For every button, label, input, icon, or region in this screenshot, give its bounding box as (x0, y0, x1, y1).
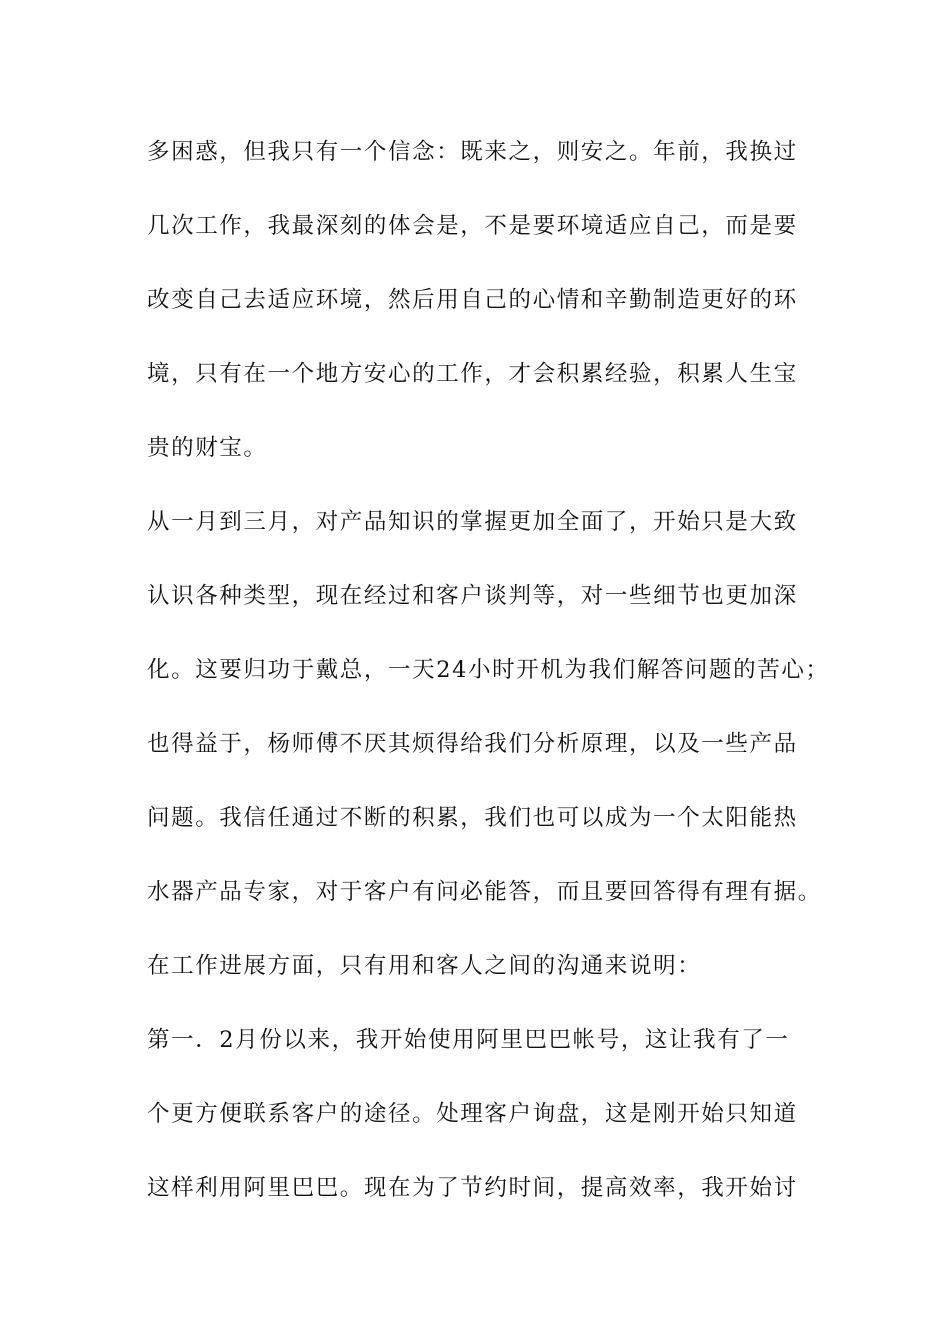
text-line: 问题。我信任通过不断的积累，我们也可以成为一个太阳能热 (147, 805, 798, 831)
body-text (147, 128, 830, 1238)
text-line: 也得益于，杨师傅不厌其烦得给我们分析原理，以及一些产品 (147, 731, 798, 757)
text-line: 个更方便联系客户的途径。处理客户询盘，这是刚开始只知道 (147, 1101, 798, 1127)
text-line: 水器产品专家，对于客户有问必能答，而且要回答得有理有据。 (147, 879, 822, 905)
text-line: 多困惑，但我只有一个信念：既来之，则安之。年前，我换过 (147, 139, 798, 165)
text-line: 在工作进展方面，只有用和客人之间的沟通来说明： (147, 953, 702, 979)
text-line: 从一月到三月，对产品知识的掌握更加全面了，开始只是大致 (147, 509, 798, 535)
text-line: 第一．2月份以来，我开始使用阿里巴巴帐号，这让我有了一 (147, 1027, 790, 1053)
text-line: 化。这要归功于戴总，一天24小时开机为我们解答问题的苦心； (147, 657, 830, 683)
text-line: 几次工作，我最深刻的体会是，不是要环境适应自己，而是要 (147, 213, 798, 239)
text-line: 改变自己去适应环境，然后用自己的心情和辛勤制造更好的环 (147, 287, 798, 313)
text-line: 这样利用阿里巴巴。现在为了节约时间，提高效率，我开始讨 (147, 1175, 798, 1201)
text-line: 境，只有在一个地方安心的工作，才会积累经验，积累人生宝 (147, 361, 798, 387)
text-line: 认识各种类型，现在经过和客户谈判等，对一些细节也更加深 (147, 583, 798, 609)
text-line: 贵的财宝。 (147, 435, 268, 461)
